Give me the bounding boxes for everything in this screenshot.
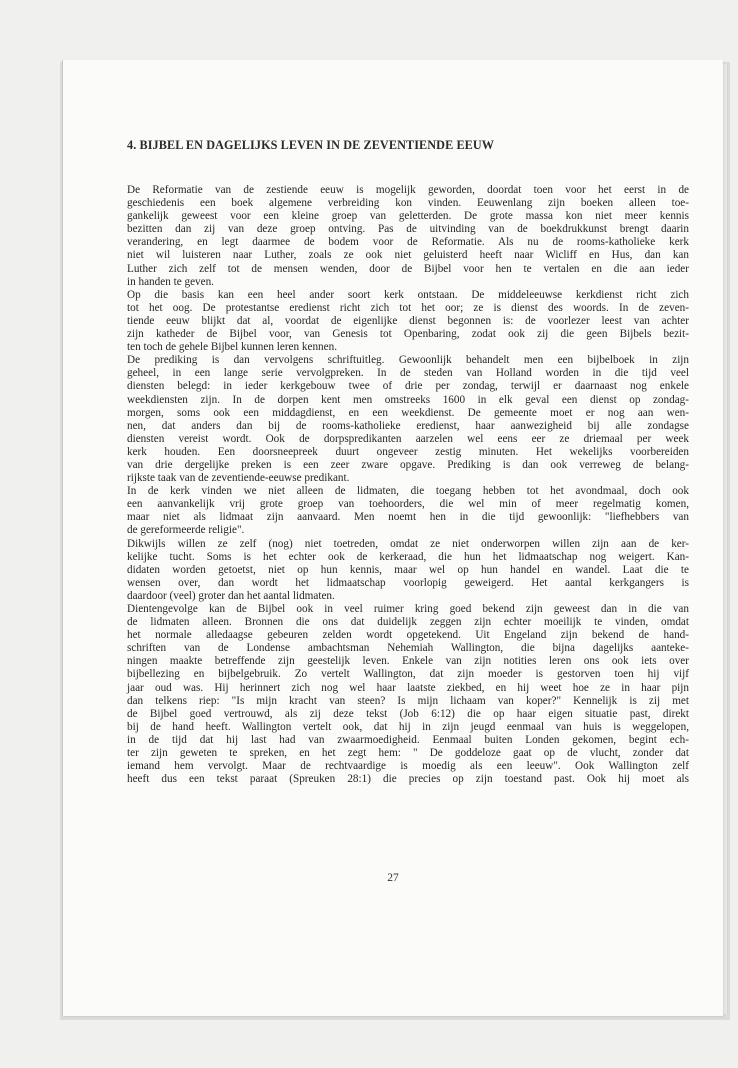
text-line: daardoor (veel) groter dan het aantal lidmaten. <box>127 589 335 602</box>
text-line: diensten vereist wordt. Ook de dorpspredikanten aarzelen wel eens eer ze driemaal per week <box>127 432 689 445</box>
text-line: rijkste taak van de zeventiende-eeuwse predikant. <box>127 472 350 485</box>
text-line: de lidmaten alleen. Bronnen die ons dat duidelijk zeggen zijn echter moeilijk te vinden, omdat <box>127 616 689 629</box>
text-line: kelijke tucht. Soms is het echter ook de kerkeraad, die hun het lidmaatschap nog weigert. Kan- <box>127 550 689 563</box>
text-line: tot het oog. De protestantse eredienst richt zich tot het oor; ze is dienst des woords. In de zeven- <box>127 301 689 314</box>
text-line: ningen maakte betreffende zijn geestelijk leven. Enkele van zijn notities leren ons ook iets over <box>127 655 689 668</box>
text-line: didaten worden getoetst, niet op hun kennis, maar wel op hun handel en wandel. Laat die te <box>127 563 689 576</box>
body-text <box>127 184 689 786</box>
text-line: In de kerk vinden we niet alleen de lidmaten, die toegang hebben tot het avondmaal, doch ook <box>127 485 689 498</box>
text-line: weekdiensten zijn. In de dorpen kent men omstreeks 1600 in elk geval een dienst op zondag- <box>127 393 689 406</box>
text-line: zijn katheder de Bijbel voor, van Genesis tot Openbaring, zodat ook zij die geen Bijbels bezit- <box>127 328 689 341</box>
text-line: Op die basis kan een heel ander soort kerk ontstaan. De middeleeuwse kerkdienst richt zich <box>127 288 689 301</box>
page-number: 27 <box>387 872 399 884</box>
text-line: maar niet als lidmaat zijn aanvaard. Men noemt hen in die tijd gewoonlijk: "liefhebbers van <box>127 511 689 524</box>
text-line: geschiedenis een boek algemene verbreiding kon vinden. Eeuwenlang zijn boeken alleen toe- <box>127 197 689 210</box>
text-line: bezitten dan zij van deze groep ontving. Pas de uitvinding van de boekdrukkunst brengt daarin <box>127 223 689 236</box>
text-line: De prediking is dan vervolgens schriftuitleg. Gewoonlijk behandelt men een bijbelboek in zijn <box>127 354 689 367</box>
text-line: in de tijd dat hij last had van zwaarmoedigheid. Eenmaal buiten Londen gekomen, begint ech- <box>127 733 689 746</box>
text-line: Dikwijls willen ze zelf (nog) niet toetreden, omdat ze niet onderworpen willen zijn aan de ker- <box>127 537 689 550</box>
text-line: ter zijn geweten te spreken, en het zegt hem: " De goddeloze gaat op de vlucht, zonder dat <box>127 747 689 760</box>
text-line: diensten belegd: in ieder kerkgebouw twee of drie per zondag, terwijl er daarnaast nog enkele <box>127 380 689 393</box>
text-line: nen, dat anders dan bij de rooms-katholieke eredienst, haar aanwezigheid bij alle zondagse <box>127 419 689 432</box>
text-line: de Bijbel goed vertrouwd, als zij deze tekst (Job 6:12) die op haar eigen situatie past, direkt <box>127 707 689 720</box>
text-line: in handen te geven. <box>127 275 214 288</box>
text-line: de gereformeerde religie". <box>127 524 245 537</box>
text-line: geheel, in een lange serie vervolgpreken. In de steden van Holland worden in die tijd veel <box>127 367 689 380</box>
text-line: tiende eeuw blijkt dat al, voordat de eigenlijke dienst begonnen is: de voorlezer leest van achter <box>127 314 689 327</box>
text-line: Dientengevolge kan de Bijbel ook in veel ruimer kring goed bekend zijn geweest dan in die van <box>127 603 689 615</box>
text-line: heeft dus een tekst paraat (Spreuken 28:1) die precies op zijn toestand past. Ook hij moet als <box>127 773 689 786</box>
text-line: niet wil luisteren naar Luther, zoals ze ook niet geluisterd heeft naar Wicliff en Hus, dan kan <box>127 249 689 262</box>
text-line: het normale alledaagse gebeuren zelden wordt opgetekend. Uit Engeland zijn bekend de hand- <box>127 629 689 642</box>
text-line: jaar oud was. Hij herinnert zich nog wel haar laatste ziekbed, en hij weet hoe ze in haar pijn <box>127 681 689 694</box>
text-line: kerk houden. Een doorsneepreek duurt ongeveer zestig minuten. Het wekelijks voorbereiden <box>127 445 689 458</box>
text-line: schriften van de Londense ambachtsman Nehemiah Wallington, die bijna dagelijks aanteke- <box>127 642 689 655</box>
text-line: ten toch de gehele Bijbel kunnen leren kennen. <box>127 341 338 354</box>
text-line: bijbellezing en bijbelgebruik. Zo vertelt Wallington, dat zijn moeder is gestorven toen hij vijf <box>127 668 689 681</box>
text-line: een aanvankelijk vrij grote groep van toehoorders, die wel min of meer regelmatig komen, <box>127 498 689 511</box>
text-line: verandering, en legt daarmee de bodem voor de Reformatie. Als nu de rooms-katholieke kerk <box>127 236 689 249</box>
text-line: iemand hem vervolgt. Maar de rechtvaardige is moedig als een leeuw". Ook Wallington zelf <box>127 760 689 773</box>
text-line: De Reformatie van de zestiende eeuw is mogelijk geworden, doordat toen voor het eerst in de <box>127 184 689 196</box>
text-line: wensen over, dan wordt het lidmaatschap voorlopig geweigerd. Het aantal kerkgangers is <box>127 576 689 589</box>
text-line: bij de hand heeft. Wallington vertelt ook, dat hij in zijn jeugd eenmaal van huis is weggelopen, <box>127 720 689 733</box>
document-page <box>62 60 723 1016</box>
text-line: morgen, soms ook een middagdienst, en een weekdienst. De gemeente moet er nog aan wen- <box>127 406 689 419</box>
text-line: Luther zich zelf tot de mensen wenden, door de Bijbel voor hen te vertalen en die aan ieder <box>127 262 689 275</box>
text-line: van drie dergelijke preken is een zeer zware opgave. Prediking is dan ook verreweg de belang- <box>127 458 689 471</box>
text-line: gankelijk geweest voor een kleine groep van geletterden. De grote massa kon niet meer kennis <box>127 210 689 223</box>
section-heading: 4. BIJBEL EN DAGELIJKS LEVEN IN DE ZEVENTIENDE EEUW <box>127 138 495 152</box>
text-line: dan telkens riep: "Is mijn kracht van steen? Is mijn lichaam van koper?" Kennelijk is zij met <box>127 694 689 707</box>
